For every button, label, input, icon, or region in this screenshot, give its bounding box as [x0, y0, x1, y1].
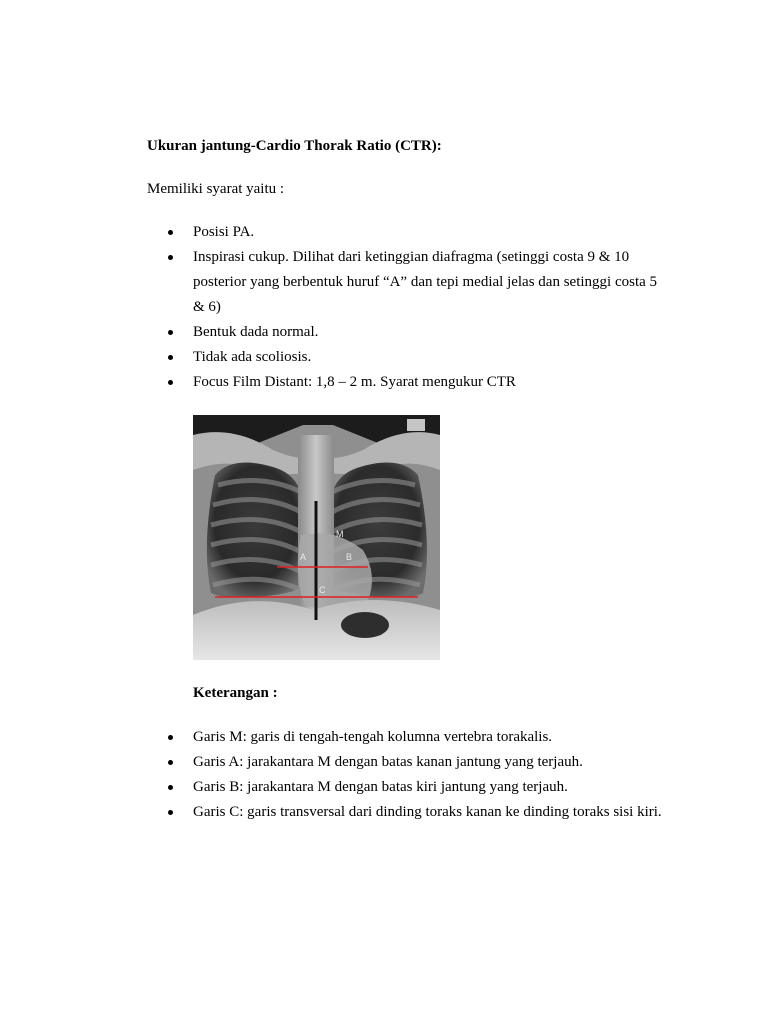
list-item — [147, 345, 667, 370]
bullet-icon — [168, 380, 173, 385]
requirement-text: Bentuk dada normal. — [193, 324, 319, 340]
label-b: B — [346, 552, 353, 562]
bullet-icon — [168, 735, 173, 740]
document-heading: Ukuran jantung-Cardio Thorak Ratio (CTR): — [147, 138, 442, 154]
intro-text: Memiliki syarat yaitu : — [147, 181, 285, 197]
list-item — [147, 245, 667, 320]
requirement-text: Tidak ada scoliosis. — [193, 349, 312, 365]
list-item — [147, 750, 667, 775]
bullet-icon — [168, 255, 173, 260]
list-item — [147, 725, 667, 750]
keterangan-text: Garis A: jarakantara M dengan batas kanan jantung yang terjauh. — [193, 754, 583, 770]
chest-xray-image — [193, 415, 440, 660]
list-item — [147, 320, 667, 345]
list-item — [147, 370, 667, 395]
keterangan-title: Keterangan : — [193, 685, 278, 701]
keterangan-text: Garis M: garis di tengah-tengah kolumna vertebra torakalis. — [193, 729, 553, 745]
list-item — [147, 800, 667, 825]
bullet-icon — [168, 230, 173, 235]
requirement-text: Posisi PA. — [193, 224, 255, 240]
bullet-icon — [168, 810, 173, 815]
keterangan-text: Garis B: jarakantara M dengan batas kiri jantung yang terjauh. — [193, 779, 568, 795]
keterangan-text: Garis C: garis transversal dari dinding toraks kanan ke dinding toraks sisi kiri. — [193, 804, 662, 820]
bullet-icon — [168, 330, 173, 335]
label-a: A — [300, 552, 307, 562]
label-c: C — [319, 585, 326, 595]
bullet-icon — [168, 760, 173, 765]
list-item — [147, 775, 667, 800]
requirements-list — [147, 220, 667, 395]
bullet-icon — [168, 355, 173, 360]
list-item — [147, 220, 667, 245]
keterangan-list — [147, 725, 667, 825]
bullet-icon — [168, 785, 173, 790]
requirement-text: Inspirasi cukup. Dilihat dari ketinggian diafragma (setinggi costa 9 & 10 posterior yang berbentuk huruf “A” dan tepi medial jelas dan setinggi costa 5 & 6) — [193, 249, 658, 315]
label-m: M — [336, 529, 344, 539]
requirement-text: Focus Film Distant: 1,8 – 2 m. Syarat mengukur CTR — [193, 374, 516, 390]
chest-xray-figure — [193, 415, 440, 660]
